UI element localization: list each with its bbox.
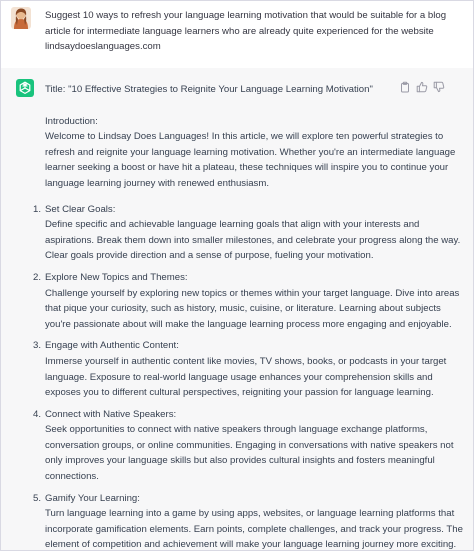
- user-avatar[interactable]: [11, 7, 31, 29]
- list-item-text: Turn language learning into a game by using apps, websites, or language learning platforms that incorporate gamification elements. Earn points, complete challenges, and track your progress. The element of competition and achievement will make your language learning journey more exciting.: [45, 508, 463, 551]
- list-item-text: Challenge yourself by exploring new topics or themes within your target language. Dive into areas that pique your curiosity, such as history, music, cuisine, or literature. Learning about subjects you're passionate about will make the language learning process more engaging and enjoyable.: [45, 287, 460, 330]
- user-prompt-text: Suggest 10 ways to refresh your language learning motivation that would be suitable for a blog article for intermediate language learners who are already quite experienced for the website lindsaydoeslanguages.com: [45, 10, 447, 53]
- list-item-text: Seek opportunities to connect with native speakers through language exchange platforms, conversation groups, or online communities. Engaging in conversations with native speakers not only improves your language skills but also provides cultural insights and fosters meaningful connections.: [45, 424, 454, 483]
- strategy-list: [33, 202, 465, 551]
- list-item-heading: Gamify Your Learning:: [45, 492, 140, 504]
- list-item: [33, 202, 465, 264]
- list-item-number: 2.: [33, 271, 42, 283]
- intro-heading: Introduction:: [45, 115, 98, 127]
- list-item-heading: Engage with Authentic Content:: [45, 340, 179, 352]
- list-item: [33, 270, 465, 332]
- intro-text: Welcome to Lindsay Does Languages! In this article, we will explore ten powerful strategies to refresh and reignite your language learning motivation. Whether you're an intermediate language learner seeking a boost or have hit a plateau, these techniques will inspire you to continue your language learning journey with renewed enthusiasm.: [45, 131, 456, 189]
- list-item-number: 1.: [33, 203, 42, 215]
- article-title: Title: "10 Effective Strategies to Reignite Your Language Learning Motivation": [45, 84, 373, 95]
- list-item-text: Define specific and achievable language learning goals that align with your interests and aspirations. Break them down into smaller milestones, and celebrate your progress along the way. Clear goals provide direction and a sense of purpose, fueling your motivation.: [45, 219, 461, 262]
- list-item-heading: Connect with Native Speakers:: [45, 408, 177, 420]
- openai-logo-icon: [16, 79, 34, 97]
- list-item: [33, 407, 465, 485]
- list-item-number: 3.: [33, 340, 42, 352]
- assistant-message: [1, 68, 474, 551]
- list-item-number: 4.: [33, 408, 42, 420]
- list-item-number: 5.: [33, 492, 42, 504]
- assistant-response: [33, 82, 465, 551]
- list-item: [33, 338, 465, 400]
- list-item: [33, 491, 465, 551]
- user-message: [1, 1, 474, 69]
- list-item-heading: Explore New Topics and Themes:: [45, 271, 188, 283]
- list-item-heading: Set Clear Goals:: [45, 203, 116, 215]
- list-item-text: Immerse yourself in authentic content like movies, TV shows, books, or podcasts in your target language. Exposure to real-world language usage enhances your comprehension skills and exposes you to different cultural perspectives, reigniting your passion for language learning.: [45, 355, 447, 399]
